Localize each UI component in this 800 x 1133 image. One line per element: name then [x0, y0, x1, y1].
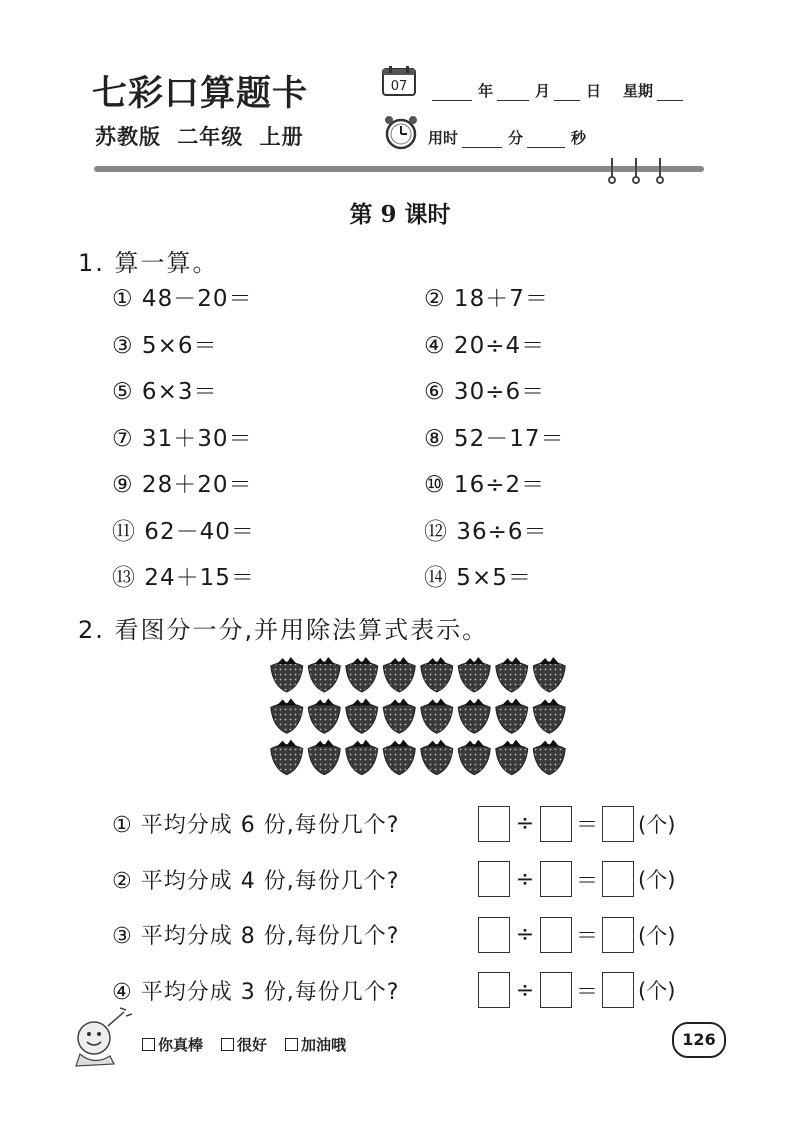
equals-sign: ＝ — [575, 979, 598, 1005]
grade: 二年级 — [177, 125, 244, 149]
binder-rings-icon — [602, 156, 678, 184]
division-row — [112, 963, 732, 1019]
time-fill-row — [428, 127, 586, 148]
strawberry-icon — [421, 657, 453, 692]
seconds-label: 秒 — [571, 129, 587, 147]
day-label: 日 — [586, 82, 602, 100]
mascot-illustration — [68, 1004, 140, 1070]
unit-label: (个) — [638, 812, 676, 837]
quotient-box[interactable] — [602, 972, 634, 1008]
strawberry-icon — [533, 740, 565, 775]
divide-sign: ÷ — [515, 977, 535, 1003]
checkbox-icon[interactable] — [285, 1038, 298, 1051]
strawberry-icon — [346, 657, 378, 692]
month-blank[interactable] — [497, 86, 529, 101]
exercise-item: ④ 20÷4＝ — [424, 332, 546, 359]
unit-label: (个) — [638, 979, 676, 1004]
rating-label: 很好 — [237, 1036, 268, 1054]
rating-option[interactable] — [221, 1034, 267, 1055]
rating-option[interactable] — [142, 1034, 203, 1055]
strawberry-icon — [533, 657, 565, 692]
exercise-item: ⑥ 30÷6＝ — [424, 379, 546, 405]
time-used-label: 用时 — [428, 129, 459, 147]
exercise-item: ⑫ 36÷6＝ — [424, 518, 548, 545]
exercise-item: ③ 5×6＝ — [112, 332, 218, 359]
strawberry-icon — [271, 740, 303, 775]
division-prompt: ③ 平均分成 8 份,每份几个? — [112, 924, 400, 950]
date-fill-row — [428, 80, 689, 101]
quotient-box[interactable] — [602, 917, 634, 953]
strawberry-icon — [346, 740, 378, 775]
quotient-box[interactable] — [602, 861, 634, 897]
month-label: 月 — [535, 82, 551, 100]
divide-sign: ÷ — [515, 811, 535, 837]
strawberry-icon — [383, 698, 415, 733]
rating-label: 你真棒 — [158, 1036, 204, 1054]
rating-option[interactable] — [285, 1034, 346, 1055]
strawberry-icon — [496, 740, 528, 775]
strawberry-icon — [496, 698, 528, 733]
strawberry-icon — [346, 698, 378, 733]
unit-label: (个) — [638, 868, 676, 893]
strawberry-icon — [458, 657, 490, 692]
strawberry-icon — [458, 698, 490, 733]
division-prompt: ① 平均分成 6 份,每份几个? — [112, 813, 400, 839]
divisor-box[interactable] — [540, 861, 572, 897]
day-blank[interactable] — [554, 86, 580, 101]
divisor-box[interactable] — [540, 806, 572, 842]
quotient-box[interactable] — [602, 806, 634, 842]
exercise-item: ⑧ 52－17＝ — [424, 425, 565, 452]
weekday-label: 星期 — [623, 82, 654, 100]
lesson-title: 第 9 课时 — [349, 201, 451, 228]
strawberry-icon — [308, 698, 340, 733]
strawberry-icon — [383, 740, 415, 775]
division-prompt: ② 平均分成 4 份,每份几个? — [112, 868, 400, 894]
alarm-clock-icon — [381, 114, 421, 150]
exercise-item: ⑩ 16÷2＝ — [424, 472, 546, 498]
equals-sign: ＝ — [575, 924, 598, 950]
exercise-item: ⑬ 24＋15＝ — [112, 565, 255, 591]
exercise-item: ⑦ 31＋30＝ — [112, 425, 253, 452]
calendar-icon — [382, 66, 416, 96]
divide-sign: ÷ — [515, 866, 535, 892]
strawberry-icon — [308, 657, 340, 692]
division-questions — [112, 796, 732, 1018]
exercise-item: ⑭ 5×5＝ — [424, 565, 532, 591]
dividend-box[interactable] — [478, 806, 510, 842]
weekday-blank[interactable] — [657, 86, 683, 101]
exercise-grid — [112, 284, 632, 610]
exercise-item: ⑪ 62－40＝ — [112, 518, 255, 545]
section1-heading: 1. 算一算。 — [78, 249, 219, 277]
division-prompt: ④ 平均分成 3 份,每份几个? — [112, 979, 400, 1005]
minutes-label: 分 — [508, 129, 524, 147]
exercise-item: ② 18＋7＝ — [424, 286, 549, 312]
strawberry-icon — [421, 740, 453, 775]
divide-sign: ÷ — [515, 922, 535, 948]
strawberry-icon — [458, 740, 490, 775]
strawberry-picture — [268, 652, 568, 776]
unit-label: (个) — [638, 923, 676, 948]
checkbox-icon[interactable] — [221, 1038, 234, 1051]
section2-heading: 2. 看图分一分,并用除法算式表示。 — [78, 616, 489, 644]
dividend-box[interactable] — [478, 972, 510, 1008]
self-rating — [142, 1034, 346, 1055]
strawberry-icon — [496, 657, 528, 692]
volume: 上册 — [259, 125, 304, 149]
year-blank[interactable] — [432, 86, 472, 101]
year-label: 年 — [478, 82, 494, 100]
dividend-box[interactable] — [478, 861, 510, 897]
calendar-day: 07 — [390, 79, 408, 94]
page-number: 126 — [672, 1022, 726, 1058]
rating-label: 加油哦 — [301, 1036, 347, 1054]
divisor-box[interactable] — [540, 972, 572, 1008]
exercise-item: ⑨ 28＋20＝ — [112, 472, 253, 498]
checkbox-icon[interactable] — [142, 1038, 155, 1051]
brand-title: 七彩口算题卡 — [92, 73, 309, 114]
equals-sign: ＝ — [575, 813, 598, 839]
exercise-item: ① 48－20＝ — [112, 286, 253, 312]
strawberry-icon — [383, 657, 415, 692]
division-row — [112, 907, 732, 963]
divisor-box[interactable] — [540, 917, 572, 953]
division-row — [112, 796, 732, 852]
edition-line — [95, 121, 304, 151]
exercise-item: ⑤ 6×3＝ — [112, 379, 218, 405]
equals-sign: ＝ — [575, 868, 598, 894]
strawberry-icon — [533, 698, 565, 733]
strawberry-icon — [308, 740, 340, 775]
seconds-blank[interactable] — [527, 133, 565, 148]
strawberry-icon — [421, 698, 453, 733]
strawberry-icon — [271, 698, 303, 733]
edition: 苏教版 — [95, 125, 161, 149]
strawberry-icon — [271, 657, 303, 692]
division-row — [112, 852, 732, 908]
dividend-box[interactable] — [478, 917, 510, 953]
minutes-blank[interactable] — [462, 133, 502, 148]
